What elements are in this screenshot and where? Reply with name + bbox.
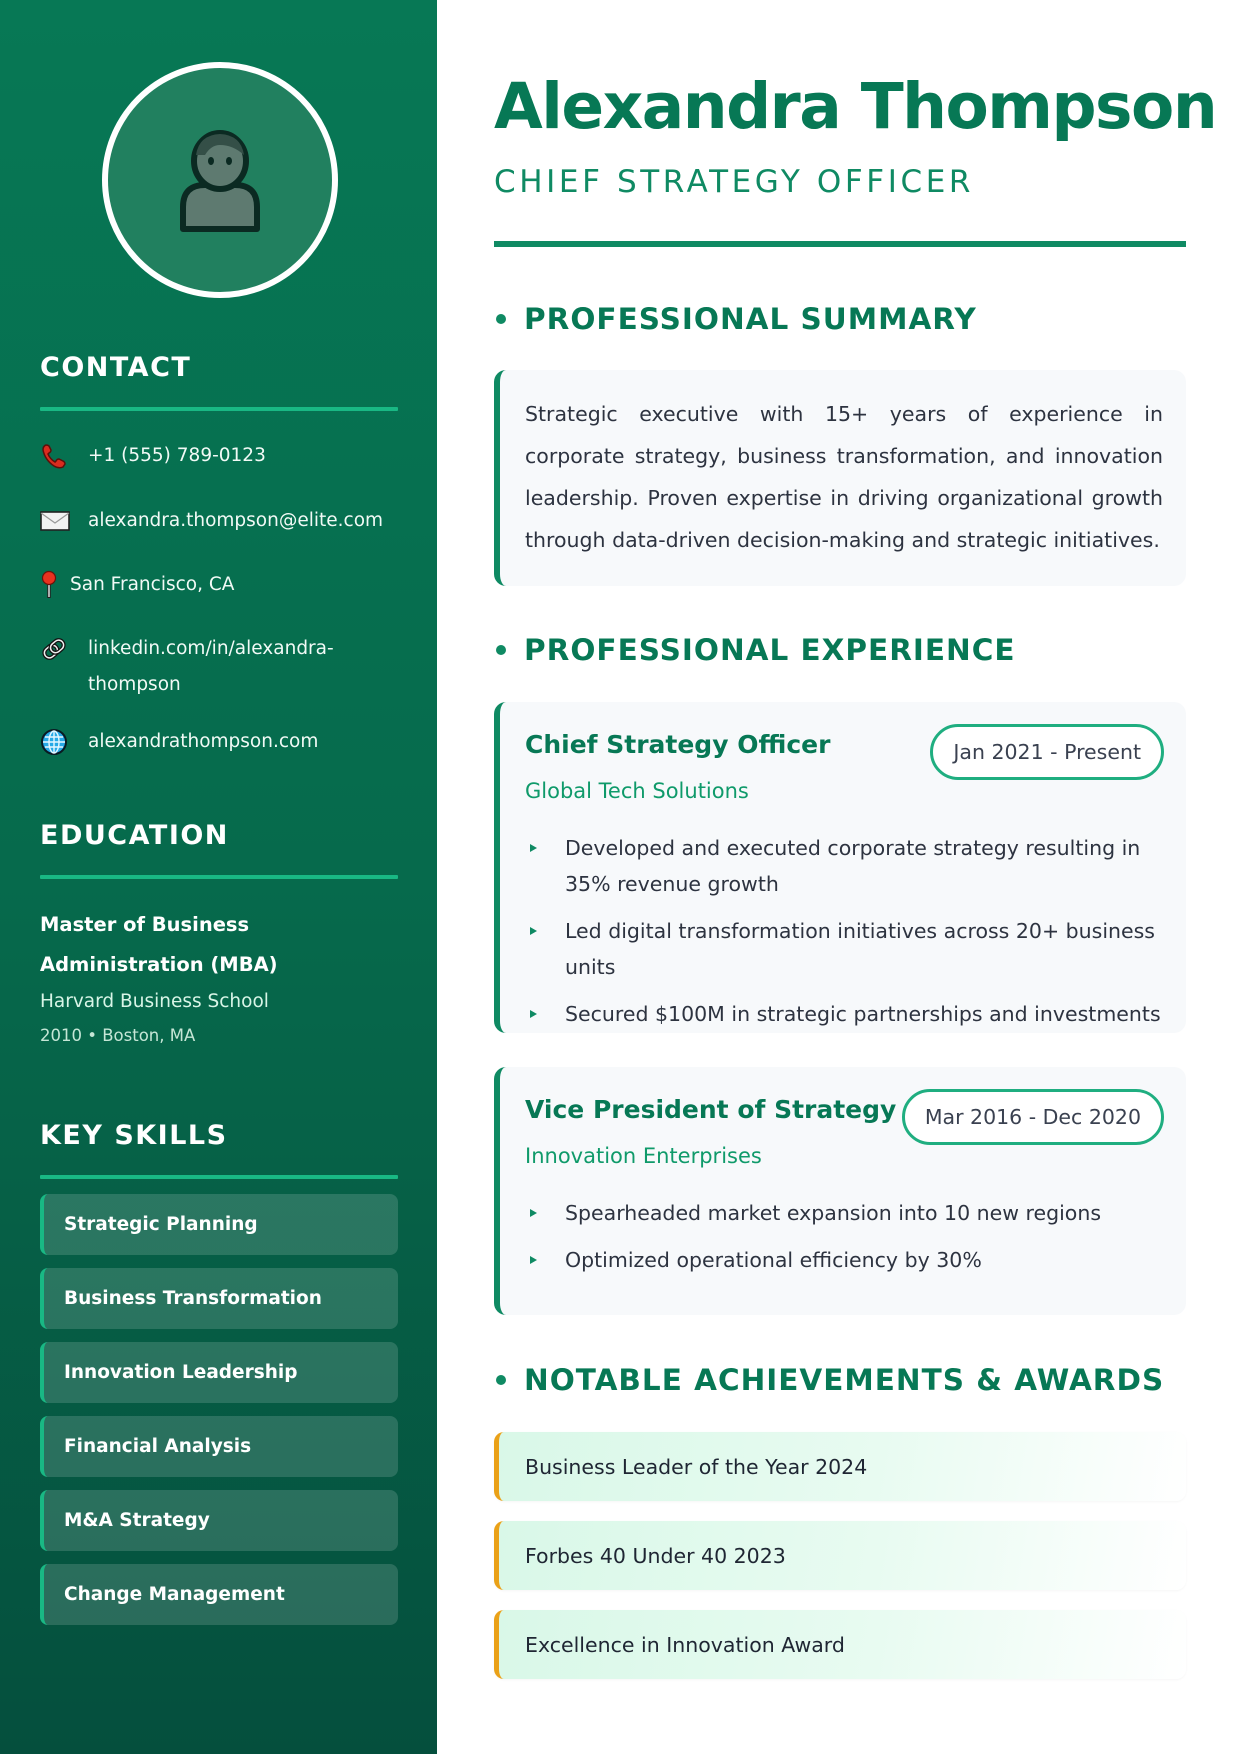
award-item: Excellence in Innovation Award (494, 1610, 1186, 1679)
job-dates: Jan 2021 - Present (930, 724, 1164, 780)
job-card (494, 702, 1186, 1033)
job-title: Chief Strategy Officer (525, 730, 831, 759)
sidebar (0, 0, 437, 1754)
contact-email[interactable] (40, 503, 384, 539)
achievements-heading-text: NOTABLE ACHIEVEMENTS & AWARDS (524, 1363, 1165, 1397)
skill-tag: Innovation Leadership (40, 1342, 398, 1403)
skills-divider (40, 1175, 398, 1179)
person-icon (175, 125, 265, 235)
summary-card (494, 370, 1186, 586)
job-title: Vice President of Strategy (525, 1095, 897, 1124)
education-school: Harvard Business School (40, 991, 269, 1012)
education-divider (40, 875, 398, 879)
job-bullet: Developed and executed corporate strategy resulting in 35% revenue growth (525, 830, 1165, 902)
envelope-icon (40, 503, 70, 539)
job-company: Global Tech Solutions (525, 779, 749, 803)
avatar (102, 62, 338, 298)
skill-tag: Change Management (40, 1564, 398, 1625)
job-bullet: Led digital transformation initiatives across 20+ business units (525, 913, 1165, 985)
education-entry (40, 905, 398, 1045)
contact-section (40, 352, 398, 383)
job-card (494, 1067, 1186, 1315)
education-section (40, 820, 398, 851)
summary-text: Strategic executive with 15+ years of experience in corporate strategy, business transformation, and innovation leadership. Proven expertise in driving organizational growth through data-driven decision-making and strategic initiatives. (525, 402, 1163, 552)
contact-location (40, 567, 374, 603)
job-bullets (525, 1195, 1165, 1278)
triangle-bullet-icon (530, 844, 537, 852)
job-company: Innovation Enterprises (525, 1144, 762, 1168)
achievements-heading (494, 1363, 1164, 1397)
skills-section (40, 1120, 398, 1151)
education-degree: Master of Business Administration (MBA) (40, 913, 278, 976)
skill-tag: Financial Analysis (40, 1416, 398, 1477)
profile-title: CHIEF STRATEGY OFFICER (494, 164, 975, 200)
skills-heading: KEY SKILLS (40, 1120, 228, 1151)
contact-website[interactable] (40, 724, 380, 760)
job-bullet: Optimized operational efficiency by 30% (525, 1242, 1165, 1278)
phone-text: +1 (555) 789-0123 (88, 445, 266, 466)
triangle-bullet-icon (530, 927, 537, 935)
skill-tag: M&A Strategy (40, 1490, 398, 1551)
bullet-dot-icon (496, 314, 506, 324)
phone-icon (40, 438, 70, 474)
education-meta: 2010 • Boston, MA (40, 1026, 196, 1045)
job-bullets (525, 830, 1165, 1032)
award-item: Forbes 40 Under 40 2023 (494, 1521, 1186, 1590)
summary-heading (494, 302, 977, 336)
skill-tag: Business Transformation (40, 1268, 398, 1329)
job-dates: Mar 2016 - Dec 2020 (902, 1089, 1164, 1145)
link-icon (40, 631, 70, 667)
experience-heading (494, 633, 1016, 667)
contact-heading: CONTACT (40, 352, 192, 383)
award-item: Business Leader of the Year 2024 (494, 1432, 1186, 1501)
experience-heading-text: PROFESSIONAL EXPERIENCE (524, 633, 1016, 667)
skill-tag: Strategic Planning (40, 1194, 398, 1255)
linkedin-text: linkedin.com/in/alexandra-thompson (88, 638, 334, 695)
triangle-bullet-icon (530, 1010, 537, 1018)
job-bullet: Secured $100M in strategic partnerships and investments (525, 996, 1165, 1032)
contact-divider (40, 407, 398, 411)
location-text: San Francisco, CA (70, 574, 235, 595)
education-heading: EDUCATION (40, 820, 229, 851)
bullet-dot-icon (496, 645, 506, 655)
triangle-bullet-icon (530, 1209, 537, 1217)
website-text: alexandrathompson.com (88, 731, 319, 752)
profile-name: Alexandra Thompson (494, 70, 1217, 143)
summary-heading-text: PROFESSIONAL SUMMARY (524, 302, 977, 336)
contact-phone[interactable] (40, 438, 380, 474)
contact-linkedin[interactable] (40, 631, 380, 703)
job-bullet: Spearheaded market expansion into 10 new regions (525, 1195, 1165, 1231)
header-divider (494, 241, 1186, 247)
pushpin-icon (40, 567, 64, 603)
triangle-bullet-icon (530, 1256, 537, 1264)
bullet-dot-icon (496, 1375, 506, 1385)
email-text: alexandra.thompson@elite.com (88, 510, 384, 531)
globe-icon (40, 724, 70, 760)
